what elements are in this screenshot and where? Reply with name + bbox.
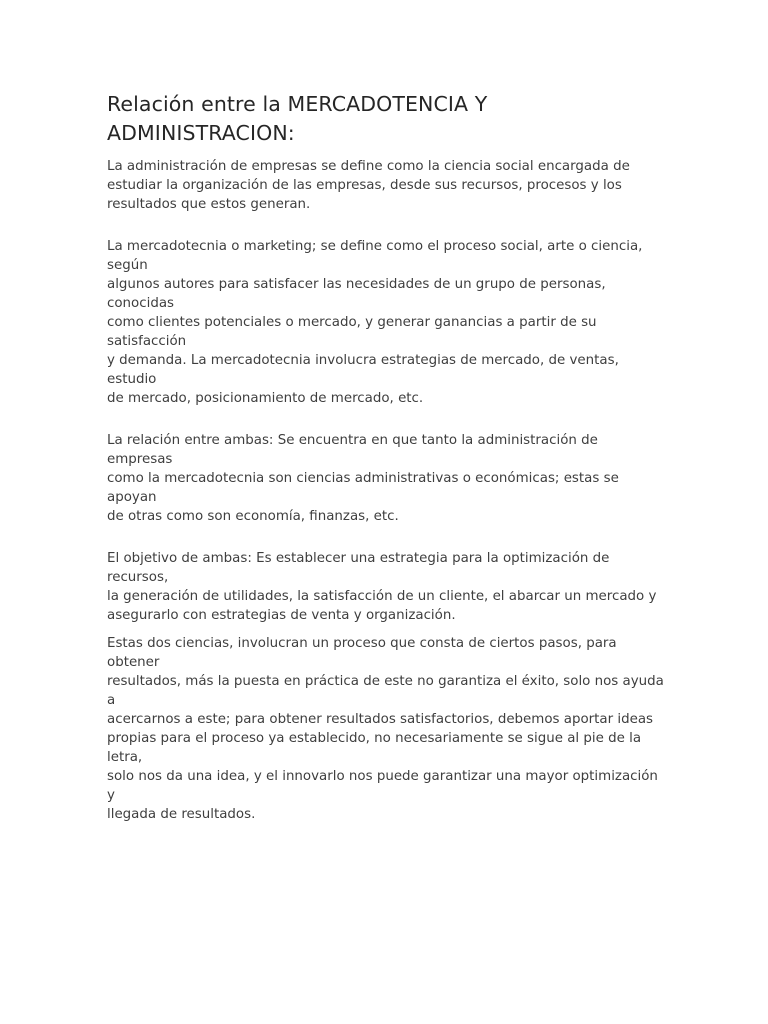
paragraph-line: acercarnos a este; para obtener resultados satisfactorios, debemos aportar ideas: [107, 712, 654, 727]
paragraph-line: como la mercadotecnia son ciencias administrativas o económicas; estas se apoyan: [107, 471, 619, 505]
paragraph-line: asegurarlo con estrategias de venta y organización.: [107, 608, 456, 623]
paragraph-line: y demanda. La mercadotecnia involucra estrategias de mercado, de ventas, estudio: [107, 353, 619, 387]
paragraph-objetivo: [107, 549, 667, 625]
paragraph-line: como clientes potenciales o mercado, y generar ganancias a partir de su satisfacción: [107, 315, 597, 349]
paragraph-line: de mercado, posicionamiento de mercado, etc.: [107, 391, 424, 406]
paragraph-line: La relación entre ambas: Se encuentra en que tanto la administración de empresas: [107, 433, 598, 467]
paragraph-line: La administración de empresas se define como la ciencia social encargada de: [107, 159, 630, 174]
paragraph-line: la generación de utilidades, la satisfacción de un cliente, el abarcar un mercado y: [107, 589, 657, 604]
paragraph-line: El objetivo de ambas: Es establecer una estrategia para la optimización de recursos,: [107, 551, 610, 585]
paragraph-mercadotecnia: [107, 237, 667, 408]
document-title: [107, 90, 667, 148]
paragraph-line: resultados que estos generan.: [107, 197, 311, 212]
paragraph-line: La mercadotecnia o marketing; se define como el proceso social, arte o ciencia, según: [107, 239, 643, 273]
paragraph-line: llegada de resultados.: [107, 807, 256, 822]
title-line: ADMINISTRACION:: [107, 121, 295, 145]
title-line: Relación entre la MERCADOTENCIA Y: [107, 92, 488, 116]
paragraph-line: Estas dos ciencias, involucran un proceso que consta de ciertos pasos, para obtener: [107, 636, 617, 670]
paragraph-line: estudiar la organización de las empresas, desde sus recursos, procesos y los: [107, 178, 622, 193]
paragraph-line: resultados, más la puesta en práctica de este no garantiza el éxito, solo nos ayuda a: [107, 674, 664, 708]
paragraph-conclusion: [107, 634, 667, 824]
paragraph-administracion: [107, 157, 667, 214]
paragraph-line: solo nos da una idea, y el innovarlo nos puede garantizar una mayor optimización y: [107, 769, 658, 803]
paragraph-line: algunos autores para satisfacer las necesidades de un grupo de personas, conocidas: [107, 277, 606, 311]
paragraph-line: de otras como son economía, finanzas, etc.: [107, 509, 399, 524]
paragraph-line: propias para el proceso ya establecido, no necesariamente se sigue al pie de la letra,: [107, 731, 642, 765]
paragraph-relacion: [107, 431, 667, 526]
document-body: [107, 90, 667, 824]
